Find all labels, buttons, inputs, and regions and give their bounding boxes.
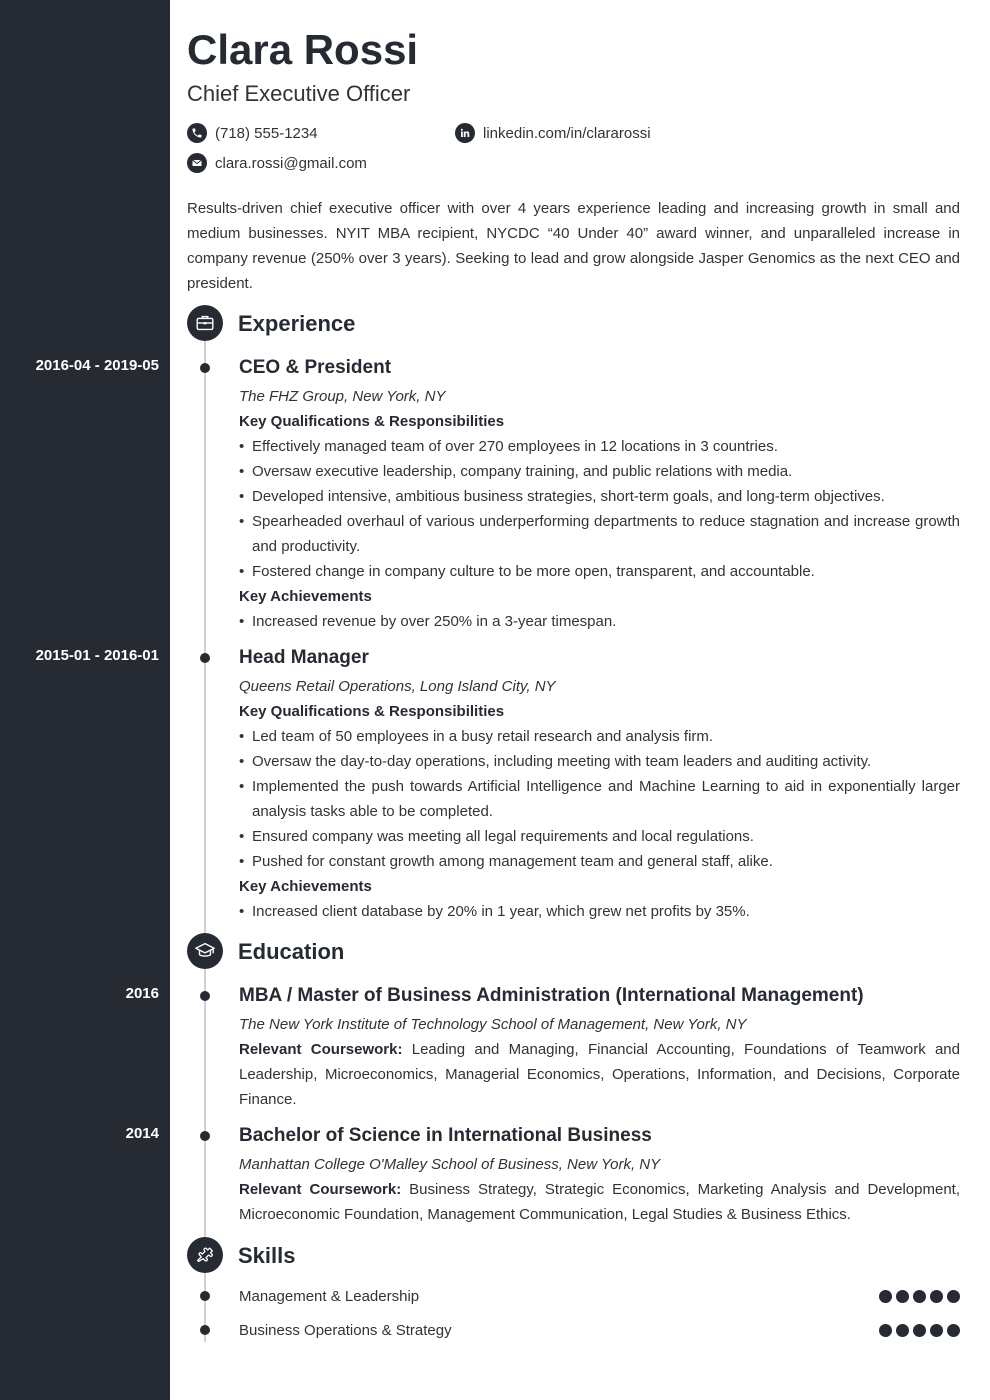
list-item: • Pushed for constant growth among management team and general staff, alike. xyxy=(239,849,960,874)
job-org: Queens Retail Operations, Long Island City, NY xyxy=(239,678,556,695)
skill-level-dot xyxy=(879,1324,892,1337)
email-text: clara.rossi@gmail.com xyxy=(215,154,367,172)
phone-icon xyxy=(187,123,207,143)
job-title: CEO & President xyxy=(239,357,392,378)
school-name: Manhattan College O'Malley School of Business, New York, NY xyxy=(239,1156,661,1173)
contact-phone[interactable] xyxy=(187,123,318,143)
coursework-label: Relevant Coursework: xyxy=(239,1181,402,1198)
list-item: • Developed intensive, ambitious business strategies, short-term goals, and long-term objectives. xyxy=(239,484,960,509)
timeline-dot xyxy=(200,991,210,1001)
puzzle-icon xyxy=(187,1237,223,1273)
list-item: • Ensured company was meeting all legal requirements and local regulations. xyxy=(239,824,960,849)
job-entry xyxy=(239,355,960,634)
list-item: • Increased client database by 20% in 1 year, which grew net profits by 35%. xyxy=(239,899,960,924)
job-date: 2015-01 - 2016-01 xyxy=(35,647,159,664)
skill-row xyxy=(239,1286,960,1306)
coursework-text: Leading and Managing, Financial Accounting, Foundations of Teamwork and Leadership, Microeconomics, Managerial Economics, Operations, Information, and Decisions, Corporate Finance. xyxy=(239,1041,960,1108)
timeline-dot xyxy=(200,1325,210,1335)
list-item: • Effectively managed team of over 270 employees in 12 locations in 3 countries. xyxy=(239,434,960,459)
education-entry xyxy=(239,983,960,1112)
skill-level-dot xyxy=(947,1324,960,1337)
skill-row xyxy=(239,1320,960,1340)
graduation-cap-icon xyxy=(187,933,223,969)
skill-level-dot xyxy=(913,1290,926,1303)
job-entry xyxy=(239,645,960,924)
timeline-line-education xyxy=(204,968,206,1238)
qualifications-heading: Key Qualifications & Responsibilities xyxy=(239,703,505,720)
section-title-education: Education xyxy=(238,939,345,964)
contact-email[interactable] xyxy=(187,153,367,173)
section-title-experience: Experience xyxy=(238,311,356,336)
coursework-text: Business Strategy, Strategic Economics, Marketing Analysis and Development, Microeconomic Foundation, Management Communication, Legal Studies & Business Ethics. xyxy=(239,1181,960,1223)
achievements-list xyxy=(239,899,960,924)
candidate-name: Clara Rossi xyxy=(187,26,419,73)
coursework xyxy=(239,1177,960,1227)
email-icon xyxy=(187,153,207,173)
list-item: • Oversaw executive leadership, company training, and public relations with media. xyxy=(239,459,960,484)
list-item: • Increased revenue by over 250% in a 3-year timespan. xyxy=(239,609,960,634)
linkedin-text: linkedin.com/in/clararossi xyxy=(483,124,651,142)
candidate-title: Chief Executive Officer xyxy=(187,81,411,106)
skill-level-dot xyxy=(930,1290,943,1303)
job-date: 2016-04 - 2019-05 xyxy=(35,357,159,374)
skill-rating xyxy=(875,1290,960,1303)
list-item: • Fostered change in company culture to be more open, transparent, and accountable. xyxy=(239,559,960,584)
coursework-label: Relevant Coursework: xyxy=(239,1041,403,1058)
list-item: • Led team of 50 employees in a busy retail research and analysis firm. xyxy=(239,724,960,749)
list-item: • Oversaw the day-to-day operations, including meeting with team leaders and auditing activity. xyxy=(239,749,960,774)
job-title: Head Manager xyxy=(239,647,369,668)
degree-title: MBA / Master of Business Administration (International Management) xyxy=(239,985,864,1006)
skill-level-dot xyxy=(879,1290,892,1303)
phone-text: (718) 555-1234 xyxy=(215,124,318,142)
skill-rating xyxy=(875,1324,960,1337)
skill-level-dot xyxy=(947,1290,960,1303)
timeline-dot xyxy=(200,1131,210,1141)
qualifications-heading: Key Qualifications & Responsibilities xyxy=(239,413,505,430)
skill-name: Business Operations & Strategy xyxy=(239,1321,452,1339)
timeline-line-experience xyxy=(204,340,206,935)
responsibilities-list xyxy=(239,724,960,874)
timeline-dot xyxy=(200,363,210,373)
degree-title: Bachelor of Science in International Business xyxy=(239,1125,652,1146)
school-name: The New York Institute of Technology School of Management, New York, NY xyxy=(239,1016,747,1033)
achievements-heading: Key Achievements xyxy=(239,588,372,605)
contact-linkedin[interactable] xyxy=(455,123,651,143)
summary: Results-driven chief executive officer with over 4 years experience leading and increasing growth in small and medium businesses. NYIT MBA recipient, NYCDC “40 Under 40” award winner, and unparalleled increase in company revenue (250% over 3 years). Seeking to lead and grow alongside Jasper Genomics as the next CEO and president. xyxy=(187,200,960,292)
skill-name: Management & Leadership xyxy=(239,1287,420,1305)
job-org: The FHZ Group, New York, NY xyxy=(239,388,446,405)
timeline-dot xyxy=(200,653,210,663)
list-item: • Spearheaded overhaul of various underperforming departments to reduce stagnation and increase growth and productivity. xyxy=(239,509,960,559)
education-date: 2014 xyxy=(125,1125,159,1142)
briefcase-icon xyxy=(187,305,223,341)
skill-level-dot xyxy=(930,1324,943,1337)
coursework xyxy=(239,1037,960,1112)
skill-level-dot xyxy=(896,1324,909,1337)
skill-level-dot xyxy=(896,1290,909,1303)
skill-level-dot xyxy=(913,1324,926,1337)
education-date: 2016 xyxy=(125,985,159,1002)
timeline-dot xyxy=(200,1291,210,1301)
achievements-list xyxy=(239,609,960,634)
list-item: • Implemented the push towards Artificial Intelligence and Machine Learning to aid in exponentially larger analysis tasks able to be completed. xyxy=(239,774,960,824)
education-entry xyxy=(239,1123,960,1227)
sidebar xyxy=(0,0,170,1400)
responsibilities-list xyxy=(239,434,960,584)
achievements-heading: Key Achievements xyxy=(239,878,372,895)
linkedin-icon xyxy=(455,123,475,143)
section-title-skills: Skills xyxy=(238,1243,296,1268)
